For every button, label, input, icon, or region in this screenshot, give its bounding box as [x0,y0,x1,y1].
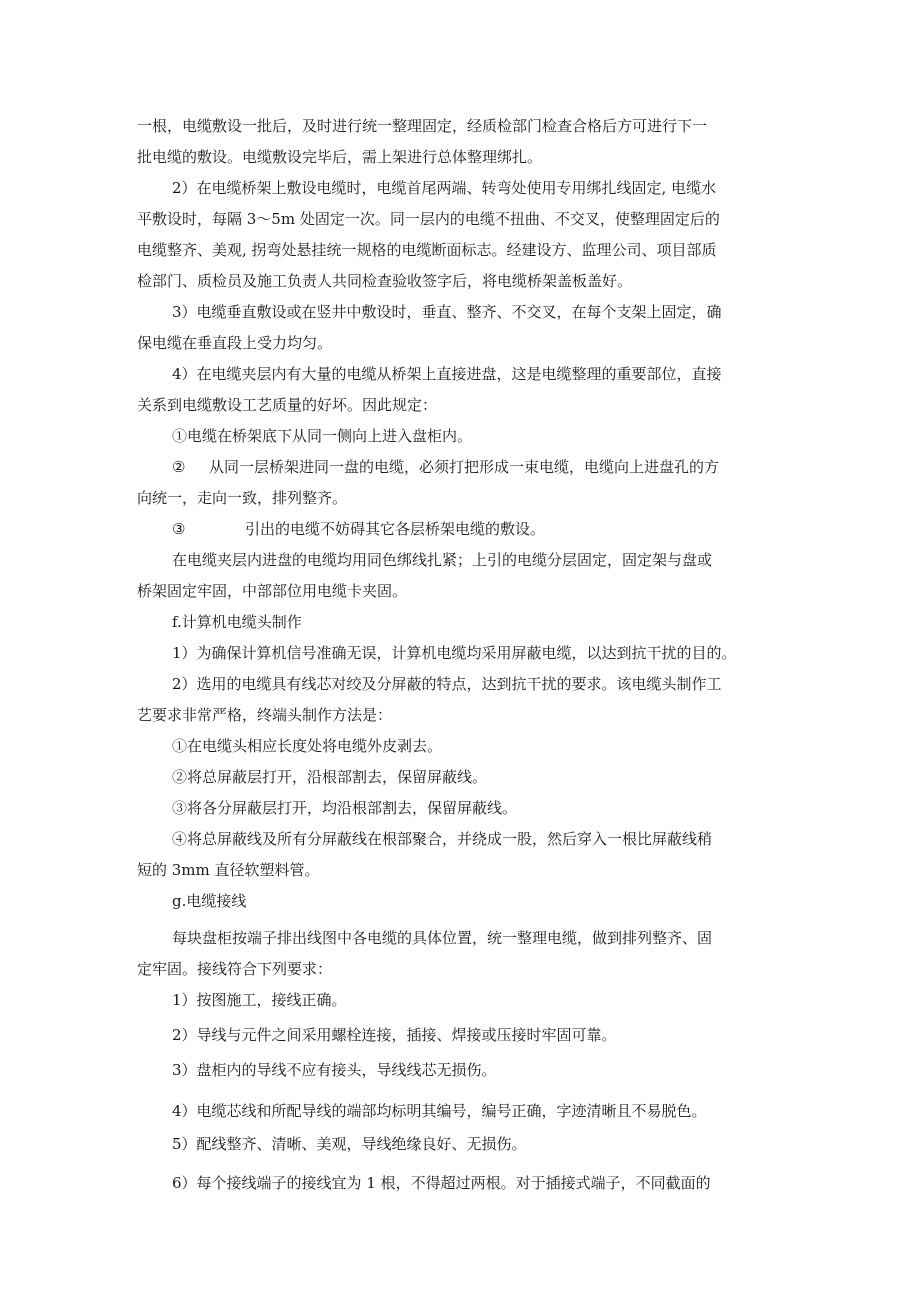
text-line: 平敷设时，每隔 3～5m 处固定一次。同一层内的电缆不扭曲、不交叉，使整理固定后的 [137,210,720,228]
text-line: 保电缆在垂直段上受力均匀。 [137,334,333,352]
text-line: ④将总屏蔽线及所有分屏蔽线在根部聚合，并绕成一股，然后穿入一根比屏蔽线稍 [172,830,713,848]
text-line: ①电缆在桥架底下从同一侧向上进入盘柜内。 [172,427,473,445]
section-heading: g.电缆接线 [172,892,247,910]
text-line: 批电缆的敷设。电缆敷设完毕后，需上架进行总体整理绑扎。 [137,148,543,166]
list-marker: ③ [172,520,186,538]
text-line: 定牢固。接线符合下列要求： [137,960,333,978]
text-line: 4）在电缆夹层内有大量的电缆从桥架上直接进盘，这是电缆整理的重要部位，直接 [172,365,722,383]
list-marker: ② [172,458,186,476]
text-line: 向统一，走向一致，排列整齐。 [137,489,348,507]
text-line: 2）选用的电缆具有线芯对绞及分屏蔽的特点，达到抗干扰的要求。该电缆头制作工 [172,675,722,693]
section-heading: f.计算机电缆头制作 [172,613,302,631]
list-text: 引出的电缆不妨碍其它各层桥架电缆的敷设。 [245,520,546,538]
text-line: 4）电缆芯线和所配导线的端部均标明其编号，编号正确，字迹清晰且不易脱色。 [172,1102,707,1120]
text-line: 每块盘柜按端子排出线图中各电缆的具体位置，统一整理电缆，做到排列整齐、固 [172,929,713,947]
text-line: 一根，电缆敷设一批后，及时进行统一整理固定，经质检部门检查合格后方可进行下一 [137,117,708,135]
text-line: 桥架固定牢固，中部部位用电缆卡夹固。 [137,582,408,600]
text-line: ①在电缆头相应长度处将电缆外皮剥去。 [172,737,443,755]
text-line: 艺要求非常严格，终端头制作方法是： [137,706,393,724]
text-line: 6）每个接线端子的接线宜为 1 根，不得超过两根。对于插接式端子，不同截面的 [172,1174,711,1192]
text-line: ③将各分屏蔽层打开，均沿根部割去，保留屏蔽线。 [172,799,518,817]
text-line: 1）为确保计算机信号准确无误，计算机电缆均采用屏蔽电缆，以达到抗干扰的目的。 [172,644,737,662]
text-line: 2）在电缆桥架上敷设电缆时，电缆首尾两端、转弯处使用专用绑扎线固定, 电缆水 [172,179,717,197]
text-line: 1）按图施工，接线正确。 [172,991,347,1009]
text-line: 2）导线与元件之间采用螺栓连接，插接、焊接或压接时牢固可靠。 [172,1026,617,1044]
text-line: 3）盘柜内的导线不应有接头，导线线芯无损伤。 [172,1061,497,1079]
text-line: 短的 3mm 直径软塑料管。 [137,861,320,879]
text-line: 在电缆夹层内进盘的电缆均用同色绑线扎紧；上引的电缆分层固定，固定架与盘或 [172,551,713,569]
text-line: ②将总屏蔽层打开，沿根部割去，保留屏蔽线。 [172,768,488,786]
text-line: 5）配线整齐、清晰、美观，导线绝缘良好、无损伤。 [172,1135,527,1153]
list-text: 从同一层桥架进同一盘的电缆，必须打把形成一束电缆，电缆向上进盘孔的方 [209,458,720,476]
text-line: 检部门、质检员及施工负责人共同检查验收签字后，将电缆桥架盖板盖好。 [137,272,633,290]
text-line: 关系到电缆敷设工艺质量的好坏。因此规定： [137,396,438,414]
text-line: 电缆整齐、美观, 拐弯处悬挂统一规格的电缆断面标志。经建设方、监理公司、项目部质 [137,241,717,259]
text-line: 3）电缆垂直敷设或在竖井中敷设时，垂直、整齐、不交叉，在每个支架上固定，确 [172,303,722,321]
